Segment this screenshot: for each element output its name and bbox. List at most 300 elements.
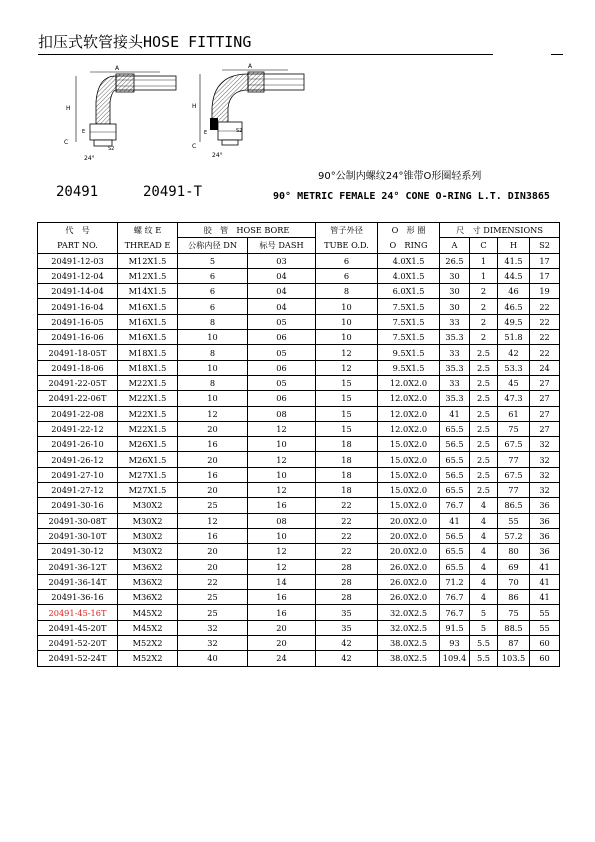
cell-tube: 18: [316, 467, 378, 482]
cell-oring: 20.0X2.0: [378, 544, 440, 559]
cell-dn: 20: [178, 452, 248, 467]
cell-tube: 22: [316, 513, 378, 528]
cell-oring: 6.0X1.5: [378, 284, 440, 299]
header-hose: 胶 管 HOSE BORE: [178, 223, 316, 238]
cell-c: 2: [470, 284, 498, 299]
header-oring: O 形 圈: [378, 223, 440, 238]
cell-c: 2.5: [470, 452, 498, 467]
cell-tube: 18: [316, 452, 378, 467]
cell-s2: 19: [530, 284, 560, 299]
cell-tube: 12: [316, 360, 378, 375]
table-row: [38, 528, 560, 543]
cell-oring: 9.5X1.5: [378, 345, 440, 360]
table-row: [38, 299, 560, 314]
cell-oring: 26.0X2.0: [378, 590, 440, 605]
header-s2: S2: [530, 238, 560, 253]
cell-part: 20491-36-12T: [38, 559, 118, 574]
cell-part: 20491-22-05T: [38, 375, 118, 390]
cell-part: 20491-12-04: [38, 268, 118, 283]
cell-dn: 25: [178, 590, 248, 605]
cell-tube: 18: [316, 437, 378, 452]
cell-part: 20491-16-06: [38, 330, 118, 345]
cell-part: 20491-27-12: [38, 483, 118, 498]
cell-thread: M16X1.5: [118, 314, 178, 329]
table-row: [38, 375, 560, 390]
cell-tube: 10: [316, 314, 378, 329]
cell-a: 30: [440, 299, 470, 314]
cell-h: 69: [498, 559, 530, 574]
cell-h: 45: [498, 375, 530, 390]
cell-dn: 10: [178, 391, 248, 406]
cell-dash: 05: [248, 375, 316, 390]
cell-c: 2.5: [470, 360, 498, 375]
cell-oring: 7.5X1.5: [378, 330, 440, 345]
cell-a: 33: [440, 314, 470, 329]
cell-a: 35.3: [440, 330, 470, 345]
table-row: [38, 590, 560, 605]
table-row: [38, 406, 560, 421]
cell-oring: 20.0X2.0: [378, 513, 440, 528]
cell-part: 20491-30-16: [38, 498, 118, 513]
dim-s2-label: S2: [236, 128, 243, 134]
cell-h: 46.5: [498, 299, 530, 314]
cell-thread: M22X1.5: [118, 406, 178, 421]
cell-thread: M45X2: [118, 605, 178, 620]
cell-thread: M26X1.5: [118, 452, 178, 467]
cell-s2: 24: [530, 360, 560, 375]
cell-c: 2.5: [470, 437, 498, 452]
header-tube: 管子外径: [316, 223, 378, 238]
cell-dash: 10: [248, 528, 316, 543]
table-row: [38, 636, 560, 651]
cell-dash: 10: [248, 467, 316, 482]
cell-h: 67.5: [498, 437, 530, 452]
cell-h: 88.5: [498, 620, 530, 635]
cell-c: 2.5: [470, 467, 498, 482]
cell-c: 4: [470, 528, 498, 543]
cell-thread: M27X1.5: [118, 467, 178, 482]
cell-s2: 27: [530, 375, 560, 390]
cell-h: 49.5: [498, 314, 530, 329]
cell-thread: M27X1.5: [118, 483, 178, 498]
cell-h: 86.5: [498, 498, 530, 513]
cell-h: 57.2: [498, 528, 530, 543]
cell-thread: M16X1.5: [118, 299, 178, 314]
cell-s2: 60: [530, 636, 560, 651]
fitting-drawing-20491: [60, 62, 180, 162]
table-row: [38, 391, 560, 406]
table-row: [38, 268, 560, 283]
cell-part: 20491-16-04: [38, 299, 118, 314]
cell-oring: 12.0X2.0: [378, 421, 440, 436]
cell-part: 20491-45-16T: [38, 605, 118, 620]
cell-dash: 06: [248, 330, 316, 345]
table-row: [38, 574, 560, 589]
cell-a: 56.5: [440, 528, 470, 543]
cell-thread: M30X2: [118, 513, 178, 528]
cell-a: 65.5: [440, 559, 470, 574]
cell-thread: M30X2: [118, 528, 178, 543]
cell-oring: 12.0X2.0: [378, 375, 440, 390]
dimension-table: [37, 222, 560, 667]
cell-dash: 16: [248, 605, 316, 620]
cell-tube: 6: [316, 253, 378, 268]
cell-tube: 35: [316, 605, 378, 620]
cell-h: 75: [498, 605, 530, 620]
dim-s2-label: S2: [108, 146, 115, 152]
title-rule: [38, 54, 493, 55]
cell-c: 4: [470, 544, 498, 559]
cell-oring: 15.0X2.0: [378, 498, 440, 513]
cell-c: 2: [470, 314, 498, 329]
cell-dn: 20: [178, 483, 248, 498]
cell-tube: 15: [316, 391, 378, 406]
cell-c: 4: [470, 559, 498, 574]
cell-oring: 38.0X2.5: [378, 636, 440, 651]
cell-a: 93: [440, 636, 470, 651]
cell-c: 4: [470, 574, 498, 589]
cell-tube: 10: [316, 330, 378, 345]
cell-tube: 42: [316, 651, 378, 666]
cell-a: 41: [440, 513, 470, 528]
cell-s2: 36: [530, 528, 560, 543]
cell-tube: 8: [316, 284, 378, 299]
cell-a: 65.5: [440, 452, 470, 467]
cell-h: 75: [498, 421, 530, 436]
cell-dn: 5: [178, 253, 248, 268]
cell-dn: 8: [178, 345, 248, 360]
header-thread-en: THREAD E: [118, 238, 178, 253]
dim-h-label: H: [66, 105, 71, 112]
cell-c: 2.5: [470, 391, 498, 406]
cell-dn: 32: [178, 620, 248, 635]
cell-oring: 32.0X2.5: [378, 605, 440, 620]
cell-a: 109.4: [440, 651, 470, 666]
cell-c: 4: [470, 590, 498, 605]
cell-a: 65.5: [440, 421, 470, 436]
cell-dash: 12: [248, 544, 316, 559]
cell-a: 91.5: [440, 620, 470, 635]
header-thread: 螺 纹 E: [118, 223, 178, 238]
cell-h: 46: [498, 284, 530, 299]
cell-h: 80: [498, 544, 530, 559]
cell-oring: 20.0X2.0: [378, 528, 440, 543]
cell-dash: 20: [248, 620, 316, 635]
table-row: [38, 345, 560, 360]
cell-part: 20491-52-24T: [38, 651, 118, 666]
cell-a: 41: [440, 406, 470, 421]
cell-dn: 20: [178, 421, 248, 436]
cell-dn: 25: [178, 498, 248, 513]
cell-a: 65.5: [440, 483, 470, 498]
cell-part: 20491-22-08: [38, 406, 118, 421]
cell-part: 20491-26-12: [38, 452, 118, 467]
cell-s2: 32: [530, 452, 560, 467]
cell-s2: 22: [530, 314, 560, 329]
cell-tube: 28: [316, 574, 378, 589]
cell-s2: 55: [530, 620, 560, 635]
cell-part: 20491-27-10: [38, 467, 118, 482]
cell-c: 5.5: [470, 636, 498, 651]
cell-dash: 08: [248, 513, 316, 528]
table-header: [38, 223, 560, 254]
cell-dn: 25: [178, 605, 248, 620]
cell-thread: M12X1.5: [118, 253, 178, 268]
table-row: [38, 559, 560, 574]
cell-h: 53.3: [498, 360, 530, 375]
cell-dn: 10: [178, 330, 248, 345]
cell-thread: M22X1.5: [118, 375, 178, 390]
cell-s2: 55: [530, 605, 560, 620]
cell-oring: 12.0X2.0: [378, 391, 440, 406]
cell-h: 70: [498, 574, 530, 589]
cell-c: 5: [470, 605, 498, 620]
table-row: [38, 360, 560, 375]
cell-a: 56.5: [440, 467, 470, 482]
cell-a: 30: [440, 284, 470, 299]
cell-dn: 20: [178, 559, 248, 574]
table-row: [38, 253, 560, 268]
cell-part: 20491-52-20T: [38, 636, 118, 651]
cell-oring: 12.0X2.0: [378, 406, 440, 421]
cell-tube: 15: [316, 375, 378, 390]
cell-thread: M22X1.5: [118, 391, 178, 406]
cell-s2: 32: [530, 437, 560, 452]
table-row: [38, 421, 560, 436]
cell-tube: 22: [316, 544, 378, 559]
cell-s2: 36: [530, 513, 560, 528]
series-description-cn: 90°公制内螺纹24°锥带O形圈轻系列: [318, 171, 482, 182]
cell-a: 76.7: [440, 590, 470, 605]
cell-tube: 18: [316, 483, 378, 498]
fitting-elbow-drawing: [192, 62, 312, 162]
cell-dash: 20: [248, 636, 316, 651]
cell-a: 56.5: [440, 437, 470, 452]
cell-s2: 41: [530, 590, 560, 605]
cell-c: 2.5: [470, 483, 498, 498]
cell-h: 51.8: [498, 330, 530, 345]
cell-part: 20491-12-03: [38, 253, 118, 268]
cell-part: 20491-16-05: [38, 314, 118, 329]
cell-thread: M14X1.5: [118, 284, 178, 299]
cell-part: 20491-26-10: [38, 437, 118, 452]
cell-dn: 6: [178, 299, 248, 314]
cell-a: 30: [440, 268, 470, 283]
cell-c: 2.5: [470, 421, 498, 436]
cell-c: 1: [470, 253, 498, 268]
header-tube-en: TUBE O.D.: [316, 238, 378, 253]
header-dims: 尺 寸 DIMENSIONS: [440, 223, 560, 238]
cell-s2: 41: [530, 574, 560, 589]
table-body: [38, 253, 560, 666]
cell-h: 103.5: [498, 651, 530, 666]
table-row: [38, 467, 560, 482]
table-row: [38, 452, 560, 467]
dim-a-label: A: [248, 63, 253, 70]
fitting-elbow-drawing: [60, 62, 180, 162]
cell-oring: 15.0X2.0: [378, 437, 440, 452]
cell-s2: 27: [530, 406, 560, 421]
header-dash: 标号 DASH: [248, 238, 316, 253]
table-row: [38, 314, 560, 329]
cell-part: 20491-18-05T: [38, 345, 118, 360]
cell-dash: 03: [248, 253, 316, 268]
cell-dash: 06: [248, 360, 316, 375]
dim-e-label: E: [204, 130, 208, 136]
cell-oring: 38.0X2.5: [378, 651, 440, 666]
cell-a: 71.2: [440, 574, 470, 589]
table-row: [38, 544, 560, 559]
fitting-drawing-20491-t: [192, 62, 312, 162]
cell-s2: 36: [530, 498, 560, 513]
cell-thread: M18X1.5: [118, 360, 178, 375]
cell-thread: M30X2: [118, 544, 178, 559]
cell-tube: 42: [316, 636, 378, 651]
cell-tube: 6: [316, 268, 378, 283]
cell-tube: 28: [316, 590, 378, 605]
dim-a-label: A: [115, 65, 120, 72]
cell-a: 76.7: [440, 498, 470, 513]
dim-c-label: C: [64, 139, 69, 146]
cell-a: 33: [440, 345, 470, 360]
cell-h: 67.5: [498, 467, 530, 482]
cell-s2: 17: [530, 268, 560, 283]
cell-dash: 12: [248, 452, 316, 467]
cell-oring: 4.0X1.5: [378, 268, 440, 283]
table-row: [38, 620, 560, 635]
table-row: [38, 284, 560, 299]
cell-h: 55: [498, 513, 530, 528]
cell-h: 87: [498, 636, 530, 651]
dim-e-label: E: [82, 129, 86, 135]
angle-label: 24°: [84, 155, 95, 162]
title-rule-end: [551, 54, 563, 55]
header-c: C: [470, 238, 498, 253]
cell-dn: 12: [178, 406, 248, 421]
page-title: 扣压式软管接头HOSE FITTING: [38, 33, 252, 51]
cell-dn: 12: [178, 513, 248, 528]
cell-c: 2.5: [470, 345, 498, 360]
dim-h-label: H: [192, 103, 197, 110]
cell-tube: 35: [316, 620, 378, 635]
cell-c: 2.5: [470, 375, 498, 390]
cell-oring: 7.5X1.5: [378, 314, 440, 329]
cell-dn: 16: [178, 467, 248, 482]
cell-dash: 05: [248, 314, 316, 329]
cell-thread: M52X2: [118, 636, 178, 651]
cell-dn: 8: [178, 314, 248, 329]
cell-oring: 15.0X2.0: [378, 483, 440, 498]
cell-c: 1: [470, 268, 498, 283]
header-oring-en: O RING: [378, 238, 440, 253]
cell-tube: 12: [316, 345, 378, 360]
series-description-en: 90° METRIC FEMALE 24° CONE O-RING L.T. DIN3865: [273, 191, 550, 202]
cell-dash: 04: [248, 299, 316, 314]
header-h: H: [498, 238, 530, 253]
cell-s2: 22: [530, 299, 560, 314]
cell-dn: 8: [178, 375, 248, 390]
cell-thread: M30X2: [118, 498, 178, 513]
cell-h: 77: [498, 483, 530, 498]
cell-dash: 10: [248, 437, 316, 452]
cell-s2: 17: [530, 253, 560, 268]
cell-thread: M12X1.5: [118, 268, 178, 283]
cell-part: 20491-22-06T: [38, 391, 118, 406]
cell-s2: 22: [530, 330, 560, 345]
model-number: 20491: [56, 184, 99, 200]
cell-dn: 6: [178, 268, 248, 283]
cell-h: 61: [498, 406, 530, 421]
cell-c: 4: [470, 498, 498, 513]
table-row: [38, 513, 560, 528]
header-a: A: [440, 238, 470, 253]
cell-oring: 26.0X2.0: [378, 559, 440, 574]
cell-c: 5: [470, 620, 498, 635]
cell-thread: M52X2: [118, 651, 178, 666]
cell-dash: 14: [248, 574, 316, 589]
cell-s2: 32: [530, 467, 560, 482]
table-row: [38, 330, 560, 345]
cell-dn: 40: [178, 651, 248, 666]
cell-tube: 15: [316, 406, 378, 421]
cell-oring: 15.0X2.0: [378, 467, 440, 482]
header-part: 代 号: [38, 223, 118, 238]
cell-part: 20491-30-10T: [38, 528, 118, 543]
cell-dash: 04: [248, 268, 316, 283]
model-number-t: 20491-T: [143, 184, 203, 200]
cell-dn: 16: [178, 437, 248, 452]
cell-a: 33: [440, 375, 470, 390]
cell-h: 86: [498, 590, 530, 605]
cell-part: 20491-30-08T: [38, 513, 118, 528]
cell-s2: 22: [530, 345, 560, 360]
header-part-en: PART NO.: [38, 238, 118, 253]
cell-thread: M22X1.5: [118, 421, 178, 436]
cell-h: 77: [498, 452, 530, 467]
angle-label: 24°: [212, 152, 223, 159]
table-row: [38, 437, 560, 452]
cell-part: 20491-36-14T: [38, 574, 118, 589]
cell-oring: 9.5X1.5: [378, 360, 440, 375]
cell-part: 20491-45-20T: [38, 620, 118, 635]
cell-dn: 6: [178, 284, 248, 299]
cell-thread: M26X1.5: [118, 437, 178, 452]
cell-dash: 06: [248, 391, 316, 406]
cell-thread: M36X2: [118, 590, 178, 605]
cell-oring: 7.5X1.5: [378, 299, 440, 314]
cell-dn: 22: [178, 574, 248, 589]
cell-oring: 4.0X1.5: [378, 253, 440, 268]
header-dn: 公称内径 DN: [178, 238, 248, 253]
cell-c: 5.5: [470, 651, 498, 666]
cell-tube: 15: [316, 421, 378, 436]
cell-h: 41.5: [498, 253, 530, 268]
cell-s2: 27: [530, 391, 560, 406]
cell-dash: 08: [248, 406, 316, 421]
cell-c: 2: [470, 299, 498, 314]
cell-dash: 16: [248, 590, 316, 605]
cell-thread: M18X1.5: [118, 345, 178, 360]
cell-thread: M16X1.5: [118, 330, 178, 345]
cell-dn: 32: [178, 636, 248, 651]
cell-a: 26.5: [440, 253, 470, 268]
cell-a: 35.3: [440, 360, 470, 375]
cell-s2: 41: [530, 559, 560, 574]
cell-dash: 12: [248, 421, 316, 436]
cell-dash: 16: [248, 498, 316, 513]
cell-s2: 60: [530, 651, 560, 666]
cell-a: 76.7: [440, 605, 470, 620]
